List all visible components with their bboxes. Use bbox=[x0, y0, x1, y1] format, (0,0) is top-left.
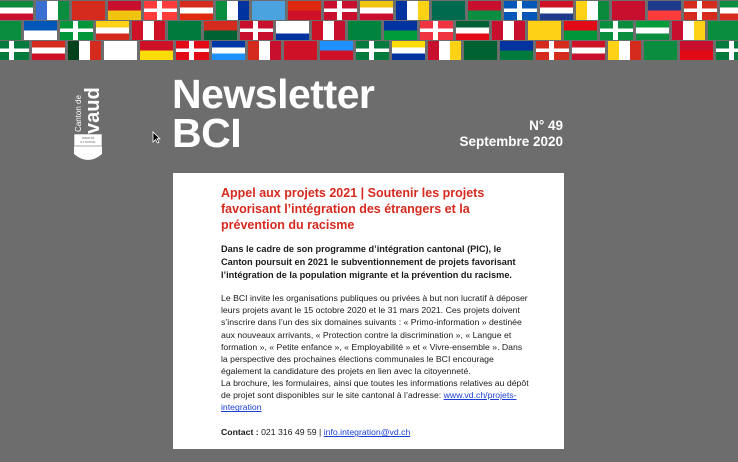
flag-icon bbox=[384, 21, 417, 40]
flag-icon bbox=[0, 21, 21, 40]
flag-icon bbox=[392, 41, 425, 60]
flag-icon bbox=[252, 1, 285, 20]
flag-icon bbox=[468, 1, 501, 20]
flag-icon bbox=[32, 41, 65, 60]
flag-icon bbox=[612, 1, 645, 20]
flag-icon bbox=[644, 41, 677, 60]
flag-icon bbox=[240, 21, 273, 40]
flag-icon bbox=[248, 41, 281, 60]
flag-icon bbox=[108, 1, 141, 20]
newsletter-title-line2: BCI bbox=[172, 110, 242, 156]
flag-icon bbox=[72, 1, 105, 20]
flag-icon bbox=[680, 41, 713, 60]
paragraph-text: La brochure, les formulaires, ainsi que toutes les informations relatives au dépôt de projet sont disponibles sur le site cantonal à l’adresse: bbox=[221, 378, 529, 401]
contact-email-link[interactable]: info.integration@vd.ch bbox=[323, 427, 411, 437]
article-title: Appel aux projets 2021 | Soutenir les projets favorisant l’intégration des étrangers et la prévention du racisme bbox=[221, 186, 485, 232]
article-paragraph: Le BCI invite les organisations publiques ou privées à but non lucratif à déposer leurs projets avant le 15 octobre 2020 et le 31 mars 2021. Ces projets doivent s’inscrire dans l’un des six domaines suivants : « Primo-information » destinée aux nouveaux arrivants, « Protection contre la discrimination », « Langue et formation », « Petite enfance », « Employabilité » et « Vivre-ensemble ». Dans la perspective des prochaines élections communales le BCI encourage également la candidature des projets en lien avec la citoyenneté. bbox=[221, 293, 528, 377]
flag-icon bbox=[504, 1, 537, 20]
flag-icon bbox=[500, 41, 533, 60]
flag-icon bbox=[68, 41, 101, 60]
issue-date: Septembre 2020 bbox=[459, 134, 563, 149]
contact-phone: 021 316 49 59 | bbox=[258, 427, 324, 437]
flag-icon bbox=[284, 41, 317, 60]
flag-icon bbox=[212, 41, 245, 60]
flag-icon bbox=[324, 1, 357, 20]
flag-icon bbox=[432, 1, 465, 20]
contact-line bbox=[221, 427, 531, 437]
flag-icon bbox=[356, 41, 389, 60]
newsletter-title-line1: Newsletter bbox=[172, 71, 375, 117]
flag-row bbox=[0, 21, 738, 41]
flag-icon bbox=[288, 1, 321, 20]
flag-row bbox=[0, 1, 738, 21]
flag-icon bbox=[708, 21, 738, 40]
contact-label: Contact : bbox=[221, 427, 259, 437]
article-card bbox=[173, 173, 564, 449]
flag-icon bbox=[528, 21, 561, 40]
flag-icon bbox=[492, 21, 525, 40]
flag-icon bbox=[456, 21, 489, 40]
flag-icon bbox=[564, 21, 597, 40]
issue-number: N° 49 bbox=[529, 118, 563, 133]
svg-text:Canton de: Canton de bbox=[74, 95, 83, 132]
flag-icon bbox=[204, 21, 237, 40]
flag-icon bbox=[672, 21, 705, 40]
flag-icon bbox=[464, 41, 497, 60]
flag-icon bbox=[648, 1, 681, 20]
svg-text:ET PATRIE: ET PATRIE bbox=[80, 140, 96, 144]
flag-icon bbox=[276, 21, 309, 40]
flag-row bbox=[0, 41, 738, 61]
flag-icon bbox=[60, 21, 93, 40]
flag-icon bbox=[420, 21, 453, 40]
flag-icon bbox=[720, 1, 738, 20]
flag-icon bbox=[0, 1, 33, 20]
flag-icon bbox=[348, 21, 381, 40]
flag-icon bbox=[96, 21, 129, 40]
flag-icon bbox=[396, 1, 429, 20]
flag-icon bbox=[0, 41, 29, 60]
canton-vaud-logo bbox=[66, 72, 110, 167]
flag-icon bbox=[180, 1, 213, 20]
projets-integration-link[interactable]: www.vd.ch/projets-integration bbox=[221, 390, 517, 413]
flag-icon bbox=[540, 1, 573, 20]
svg-text:LIBERTÉ: LIBERTÉ bbox=[81, 136, 95, 140]
flag-banner bbox=[0, 0, 738, 62]
flag-icon bbox=[144, 1, 177, 20]
flag-icon bbox=[24, 21, 57, 40]
flag-icon bbox=[536, 41, 569, 60]
flag-icon bbox=[312, 21, 345, 40]
flag-icon bbox=[36, 1, 69, 20]
flag-icon bbox=[572, 41, 605, 60]
flag-icon bbox=[428, 41, 461, 60]
flag-icon bbox=[176, 41, 209, 60]
flag-icon bbox=[608, 41, 641, 60]
flag-icon bbox=[140, 41, 173, 60]
flag-icon bbox=[104, 41, 137, 60]
mouse-cursor-icon bbox=[152, 131, 161, 144]
article-paragraph bbox=[221, 377, 531, 414]
flag-icon bbox=[168, 21, 201, 40]
article-lead: Dans le cadre de son programme d’intégration cantonal (PIC), le Canton poursuit en 2021 le subventionnement de projets favorisant l’intégration de la population migrante et la prévention du racisme. bbox=[221, 244, 516, 280]
flag-icon bbox=[716, 41, 738, 60]
flag-icon bbox=[320, 41, 353, 60]
flag-icon bbox=[636, 21, 669, 40]
flag-icon bbox=[576, 1, 609, 20]
flag-icon bbox=[360, 1, 393, 20]
flag-icon bbox=[216, 1, 249, 20]
svg-text:vaud: vaud bbox=[82, 87, 104, 134]
flag-icon bbox=[132, 21, 165, 40]
flag-icon bbox=[684, 1, 717, 20]
flag-icon bbox=[600, 21, 633, 40]
